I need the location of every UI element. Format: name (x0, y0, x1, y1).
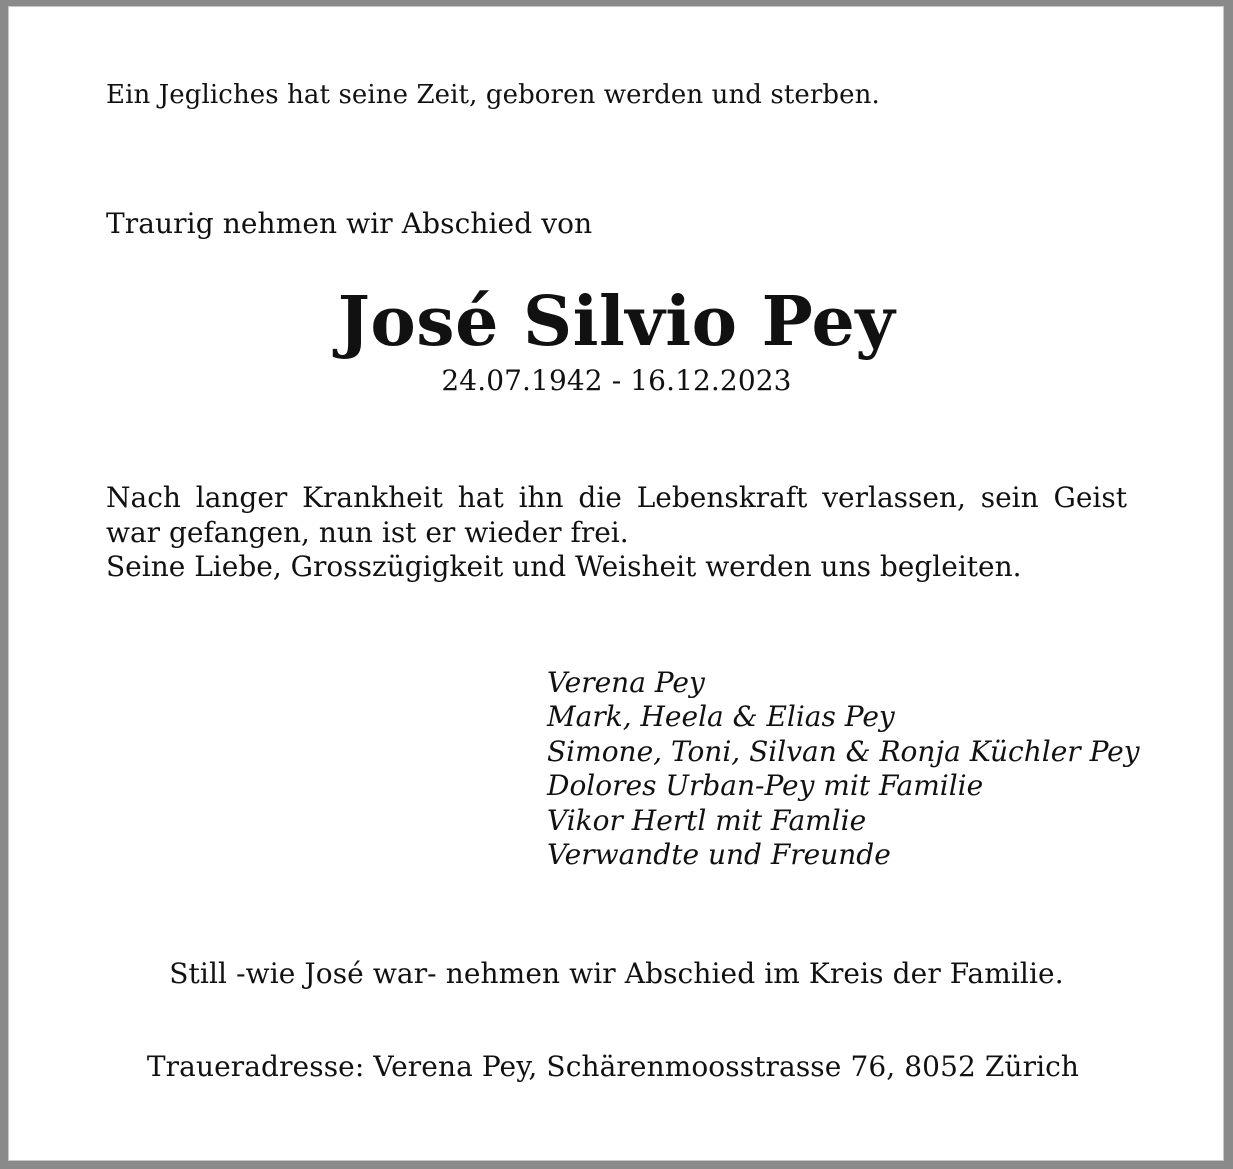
mourner-entry: Dolores Urban-Pey mit Familie (547, 769, 984, 803)
mourning-address: Traueradresse: Verena Pey, Schärenmoosstrasse 76, 8052 Zürich (146, 1050, 1080, 1083)
life-dates: 24.07.1942 - 16.12.2023 (441, 364, 792, 397)
paragraph-line: war gefangen, nun ist er wieder frei. (106, 515, 629, 549)
mourner-entry: Vikor Hertl mit Famlie (547, 803, 867, 837)
intro-line: Traurig nehmen wir Abschied von (106, 207, 593, 240)
mourners-list (547, 666, 1140, 872)
paragraph-line: Seine Liebe, Grosszügigkeit und Weisheit werden uns begleiten. (106, 550, 1022, 583)
mourner-entry: Verena Pey (547, 666, 705, 699)
closing-line: Still -wie José war- nehmen wir Abschied im Kreis der Familie. (169, 957, 1064, 990)
mourner-entry: Verwandte und Freunde (547, 838, 891, 872)
memorial-paragraph (106, 481, 1127, 585)
paragraph-line: Nach langer Krankheit hat ihn die Lebenskraft verlassen, sein Geist (106, 481, 1127, 514)
mourner-entry: Simone, Toni, Silvan & Ronja Küchler Pey (547, 734, 1140, 768)
motto-verse: Ein Jegliches hat seine Zeit, geboren werden und sterben. (106, 80, 880, 110)
mourner-entry: Mark, Heela & Elias Pey (547, 700, 895, 734)
deceased-name: José Silvio Pey (337, 282, 896, 362)
